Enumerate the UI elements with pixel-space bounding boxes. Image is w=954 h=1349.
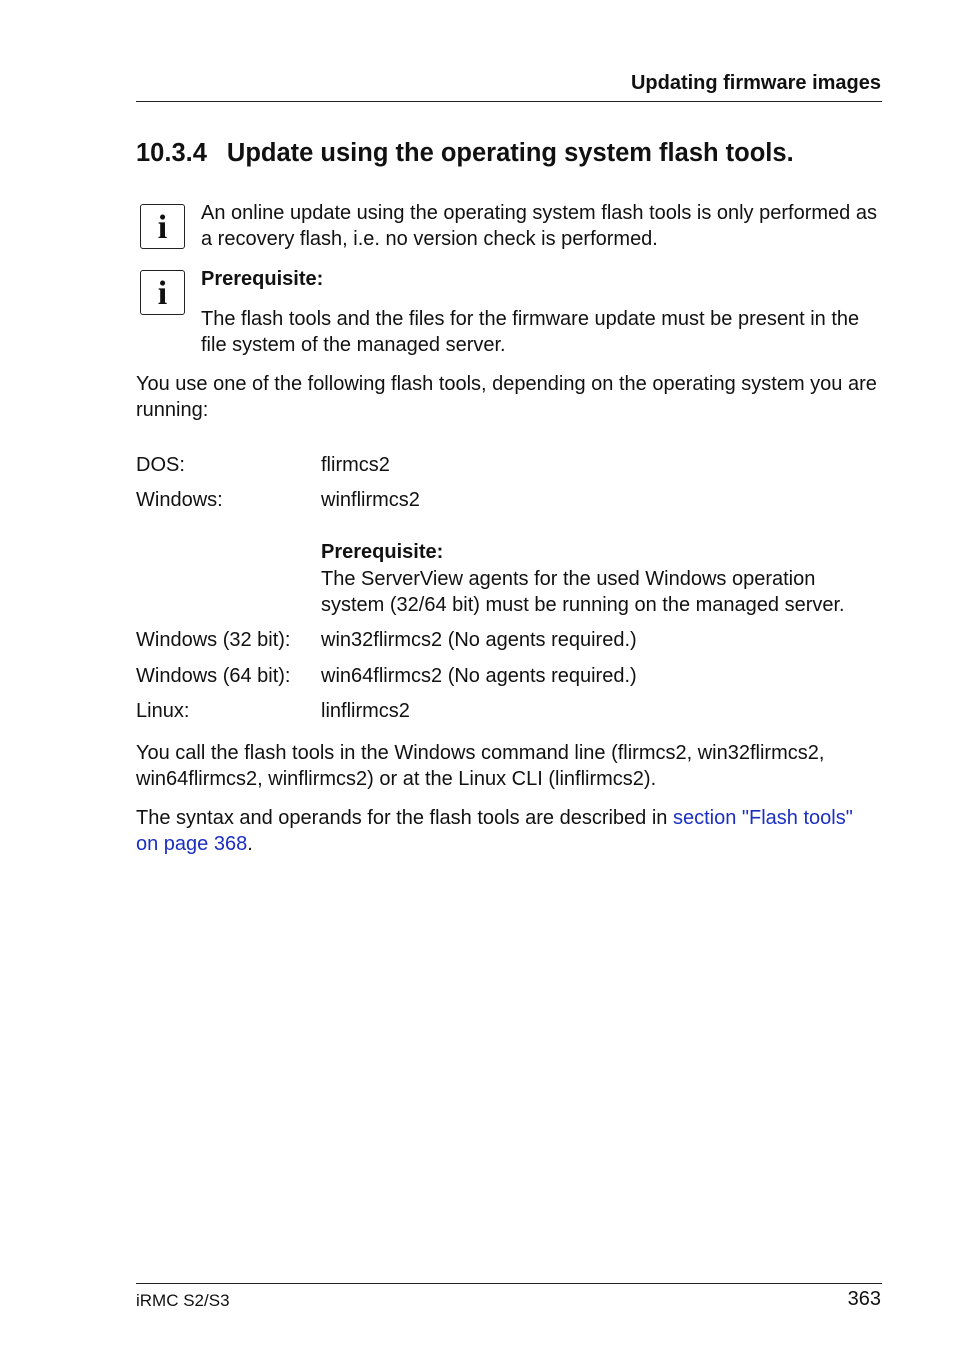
section-title: Update using the operating system flash tools. [226,139,794,167]
tool-name: flirmcs2 [321,454,390,476]
section-heading [136,139,794,168]
windows-prerequisite-heading: Prerequisite: [321,541,444,563]
tool-name: winflirmcs2 [321,489,420,511]
tool-os-label: Windows (64 bit): [136,665,291,687]
tool-name: win32flirmcs2 (No agents required.) [321,629,637,651]
syntax-text: The syntax and operands for the flash tools are described in [136,807,673,829]
page-number: 363 [847,1288,881,1310]
syntax-paragraph [136,805,856,857]
tool-os-label: Linux: [136,700,190,722]
note-prerequisite-text: The flash tools and the files for the firmware update must be present in the file system of the managed server. [201,308,860,356]
info-icon: i [140,204,185,249]
call-paragraph: You call the flash tools in the Windows command line (flirmcs2, win32flirmcs2, win64flirmcs2, winflirmcs2) or at the Linux CLI (linflirmcs2). [136,742,825,790]
flash-tools-link[interactable]: section "Flash tools" on page 368 [136,807,853,855]
tool-os-label: Windows: [136,489,223,511]
section-number: 10.3.4 [136,139,207,167]
tool-name: win64flirmcs2 (No agents required.) [321,665,637,687]
footer-rule [136,1283,882,1284]
tool-name: linflirmcs2 [321,700,410,722]
tool-os-label: DOS: [136,454,185,476]
tool-os-label: Windows (32 bit): [136,629,291,651]
windows-prerequisite-text: The ServerView agents for the used Windows operation system (32/64 bit) must be running on the managed server. [321,568,845,616]
footer-product: iRMC S2/S3 [136,1291,230,1310]
info-icon: i [140,270,185,315]
syntax-end: . [247,833,253,855]
note-recovery-flash: An online update using the operating system flash tools is only performed as a recovery flash, i.e. no version check is performed. [201,202,877,250]
running-header: Updating firmware images [630,72,881,94]
intro-paragraph: You use one of the following flash tools, depending on the operating system you are running: [136,373,877,421]
header-rule [136,101,882,102]
note-prerequisite-heading: Prerequisite: [201,268,324,290]
